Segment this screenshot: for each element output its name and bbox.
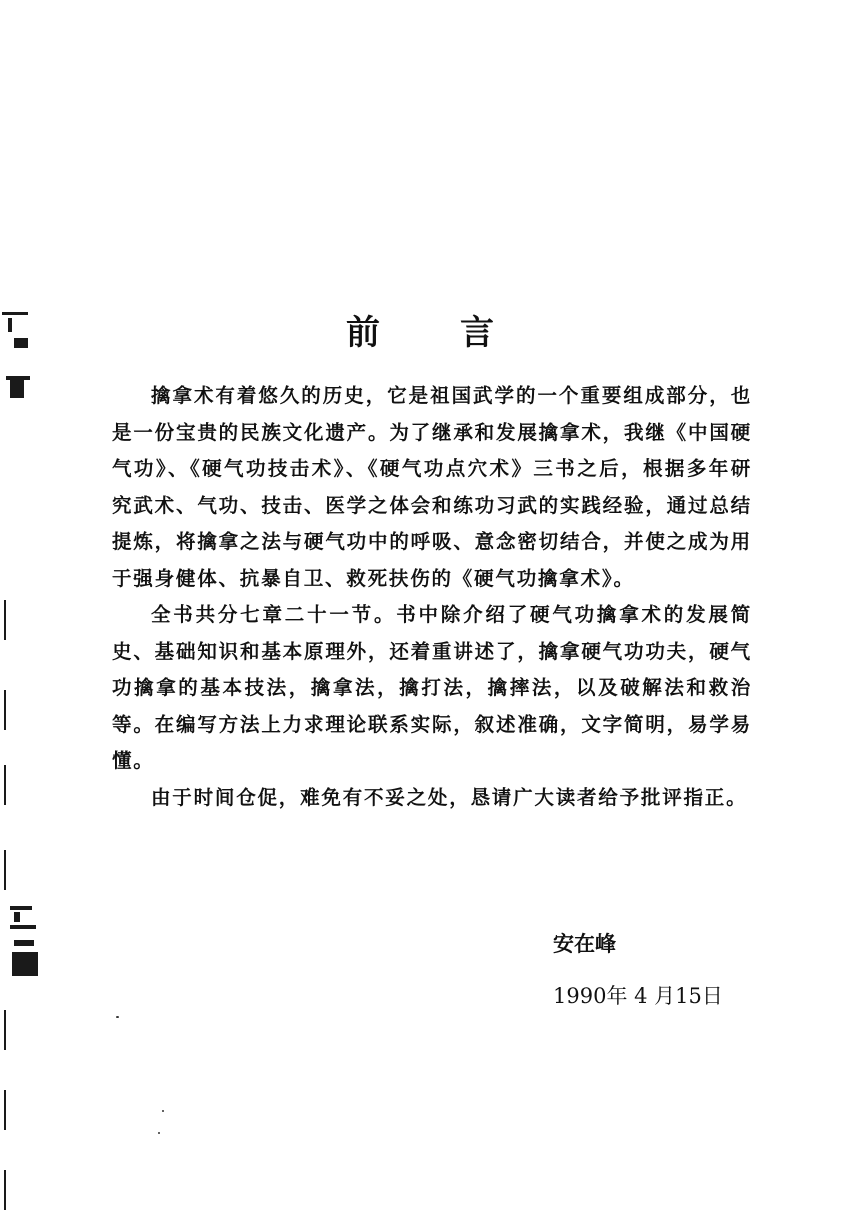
paragraph-3: 由于时间仓促，难免有不妥之处，恳请广大读者给予批评指正。 bbox=[151, 785, 748, 809]
page-title: 前言 bbox=[346, 313, 574, 353]
author-signature: 安在峰 bbox=[553, 931, 616, 956]
paragraph-2: 全书共分七章二十一节。书中除介绍了硬气功擒拿术的发展简史、基础知识和基本原理外，还着重讲述了，擒拿硬气功功夫，硬气功擒拿的基本技法，擒拿法，擒打法，擒摔法，以及破解法和救治等。在编写方法上力求理论联系实际，叙述准确，文字简明，易学易懂。 bbox=[112, 603, 752, 772]
paragraph-1: 擒拿术有着悠久的历史，它是祖国武学的一个重要组成部分，也是一份宝贵的民族文化遗产。为了继承和发展擒拿术，我继《中国硬气功》、《硬气功技击术》、《硬气功点穴术》三书之后，根据多年研究武术、气功、技击、医学之体会和练功习武的实践经验，通过总结提炼，将擒拿之法与硬气功中的呼吸、意念密切结合，并使之成为用于强身健体、抗暴自卫、救死扶伤的《硬气功擒拿术》。 bbox=[112, 384, 752, 590]
signature-date: 1990年 4 月15日 bbox=[553, 984, 723, 1008]
preface-body bbox=[112, 378, 752, 816]
